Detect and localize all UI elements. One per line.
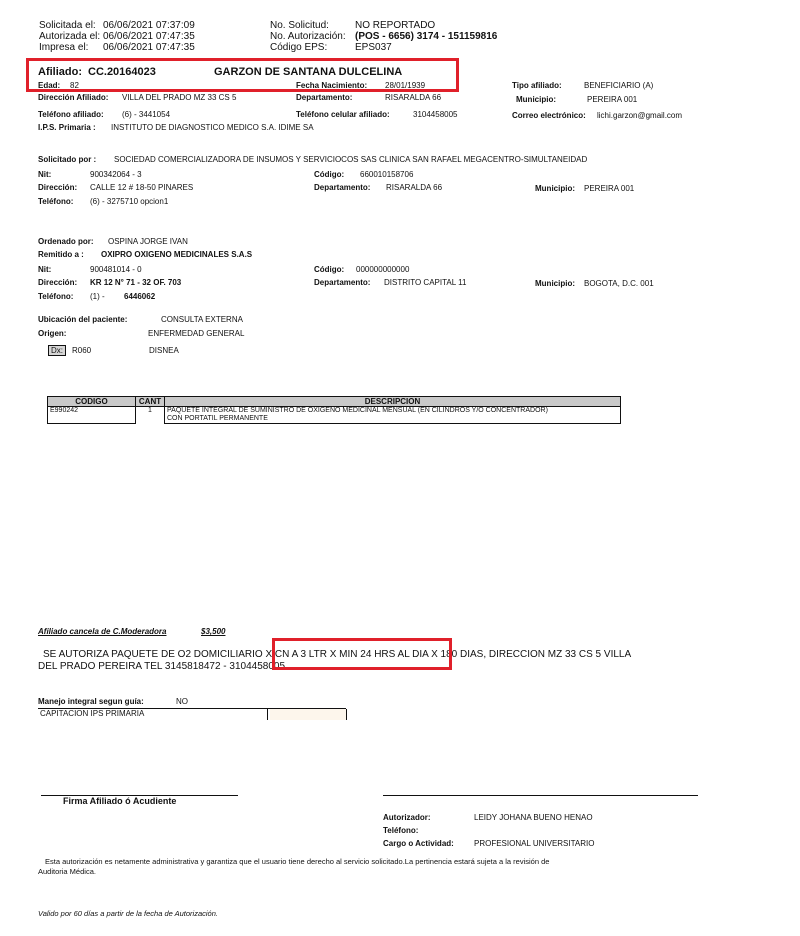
procedures-header-row (48, 397, 621, 407)
header-descripcion: DESCRIPCION (165, 397, 621, 407)
cuota-label: Afiliado cancela de C.Moderadora (38, 627, 167, 636)
nota-line-2: Auditoria Médica. (38, 867, 96, 876)
solicitante-direccion-value: CALLE 12 # 18-50 PINARES (90, 183, 194, 192)
origen-value: ENFERMEDAD GENERAL (148, 329, 245, 338)
codigo-eps-label: Código EPS: (270, 42, 328, 53)
solicitante-nit-label: Nit: (38, 170, 52, 179)
fecha-nacimiento-label: Fecha Nacimiento: (296, 81, 368, 90)
origen-label: Origen: (38, 329, 67, 338)
solicitante-departamento-value: RISARALDA 66 (386, 183, 443, 192)
afiliado-id-value: CC.20164023 (88, 66, 156, 78)
telefono-afiliado-value: (6) - 3441054 (122, 110, 171, 119)
celular-afiliado-label: Teléfono celular afiliado: (296, 110, 390, 119)
autorizada-value: 06/06/2021 07:47:35 (103, 31, 195, 42)
remitido-codigo-label: Código: (314, 265, 345, 274)
no-solicitud-value: NO REPORTADO (355, 20, 436, 31)
autorizador-label: Autorizador: (383, 813, 431, 822)
manejo-label: Manejo integral segun guía: (38, 697, 144, 706)
row-descripcion (165, 407, 621, 424)
remitido-nit-label: Nit: (38, 265, 52, 274)
fecha-nacimiento-value: 28/01/1939 (385, 81, 426, 90)
row-descripcion-line-2: CON PORTATIL PERMANENTE (167, 415, 268, 422)
ordenado-por-label: Ordenado por: (38, 237, 94, 246)
remitido-telefono-prefix: (1) - (90, 292, 105, 301)
highlight-observacion-box (272, 638, 452, 670)
remitido-value: OXIPRO OXIGENO MEDICINALES S.A.S (101, 250, 253, 259)
solicitante-municipio-label: Municipio: (535, 184, 575, 193)
ubicacion-value: CONSULTA EXTERNA (161, 315, 243, 324)
telefono-afiliado-label: Teléfono afiliado: (38, 110, 104, 119)
dx-code: R060 (72, 346, 92, 355)
tipo-afiliado-value: BENEFICIARIO (A) (584, 81, 654, 90)
firma-label: Firma Afiliado ó Acudiente (63, 796, 177, 806)
correo-value: lichi.garzon@gmail.com (597, 111, 683, 120)
remitido-nit-value: 900481014 - 0 (90, 265, 142, 274)
autorizador-telefono-label: Teléfono: (383, 826, 419, 835)
remitido-codigo-value: 000000000000 (356, 265, 410, 274)
remitido-departamento-label: Departamento: (314, 278, 371, 287)
manejo-value: NO (176, 697, 188, 706)
dx-label: Dx: (48, 345, 66, 356)
remitido-municipio-label: Municipio: (535, 279, 575, 288)
solicitante-telefono-value: (6) - 3275710 opcion1 (90, 197, 169, 206)
autorizada-label: Autorizada el: (39, 31, 101, 42)
departamento-afiliado-value: RISARALDA 66 (385, 93, 442, 102)
header-cant: CANT (136, 397, 165, 407)
solicitado-por-value: SOCIEDAD COMERCIALIZADORA DE INSUMOS Y SERVICIOCOS SAS CLINICA SAN RAFAEL MEGACENTRO-SIMULTANEIDAD (114, 155, 588, 164)
solicitante-municipio-value: PEREIRA 001 (584, 184, 635, 193)
remitido-direccion-value: KR 12 N° 71 - 32 OF. 703 (90, 278, 182, 287)
codigo-eps-value: EPS037 (355, 42, 392, 53)
remitido-label: Remitido a : (38, 250, 84, 259)
solicitante-nit-value: 900342064 - 3 (90, 170, 142, 179)
nota-line-1: Esta autorización es netamente administrativa y garantiza que el usuario tiene derecho al servicio solicitado.La pertinencia estará sujeta a la revisión de (45, 857, 550, 866)
no-autorizacion-label: No. Autorización: (270, 31, 346, 42)
row-cant: 1 (136, 407, 165, 424)
solicitada-label: Solicitada el: (39, 20, 96, 31)
manejo-divider-2 (346, 709, 347, 720)
autorizador-value: LEIDY JOHANA BUENO HENAO (474, 813, 593, 822)
manejo-tinted-cell (270, 709, 346, 720)
municipio-afiliado-value: PEREIRA 001 (587, 95, 638, 104)
capitacion-label: CAPITACION IPS PRIMARIA (40, 709, 145, 718)
row-codigo: E990242 (48, 407, 136, 424)
impresa-label: Impresa el: (39, 42, 89, 53)
remitido-telefono-value: 6446062 (124, 292, 156, 301)
header-codigo: CODIGO (48, 397, 136, 407)
cuota-value: $3,500 (201, 627, 226, 636)
solicitante-codigo-label: Código: (314, 170, 345, 179)
departamento-afiliado-label: Departamento: (296, 93, 353, 102)
afiliado-id-label: Afiliado: (38, 66, 82, 78)
impresa-value: 06/06/2021 07:47:35 (103, 42, 195, 53)
solicitada-value: 06/06/2021 07:37:09 (103, 20, 195, 31)
highlight-afiliado-box (26, 58, 459, 92)
table-row (48, 407, 621, 424)
remitido-direccion-label: Dirección: (38, 278, 78, 287)
manejo-divider-1 (267, 709, 268, 720)
direccion-afiliado-label: Dirección Afiliado: (38, 93, 109, 102)
no-autorizacion-value: (POS - 6656) 3174 - 151159816 (355, 31, 498, 42)
cargo-label: Cargo o Actividad: (383, 839, 454, 848)
remitido-telefono-label: Teléfono: (38, 292, 74, 301)
cargo-value: PROFESIONAL UNIVERSITARIO (474, 839, 595, 848)
remitido-municipio-value: BOGOTA, D.C. 001 (584, 279, 654, 288)
validez-note: Valido por 60 días a partir de la fecha de Autorización. (38, 909, 218, 918)
direccion-afiliado-value: VILLA DEL PRADO MZ 33 CS 5 (122, 93, 237, 102)
correo-label: Correo electrónico: (512, 111, 586, 120)
row-descripcion-line-1: PAQUETE INTEGRAL DE SUMINISTRO DE OXIGENO MEDICINAL MENSUAL (EN CILINDROS Y/O CONCENTRADOR) (167, 407, 548, 414)
ubicacion-label: Ubicación del paciente: (38, 315, 128, 324)
solicitante-departamento-label: Departamento: (314, 183, 371, 192)
edad-label: Edad: (38, 81, 61, 90)
autorizador-line (383, 795, 698, 796)
tipo-afiliado-label: Tipo afiliado: (512, 81, 562, 90)
celular-afiliado-value: 3104458005 (413, 110, 458, 119)
observacion-line-2: DEL PRADO PEREIRA TEL 3145818472 - 3104458005 (38, 661, 286, 672)
no-solicitud-label: No. Solicitud: (270, 20, 329, 31)
afiliado-name: GARZON DE SANTANA DULCELINA (214, 66, 403, 78)
ordenado-por-value: OSPINA JORGE IVAN (108, 237, 188, 246)
remitido-departamento-value: DISTRITO CAPITAL 11 (384, 278, 467, 287)
ips-primaria-value: INSTITUTO DE DIAGNOSTICO MEDICO S.A. IDIME SA (111, 123, 314, 132)
edad-value: 82 (70, 81, 79, 90)
solicitante-codigo-value: 660010158706 (360, 170, 414, 179)
municipio-afiliado-label: Municipio: (516, 95, 556, 104)
dx-description: DISNEA (149, 346, 179, 355)
solicitante-direccion-label: Dirección: (38, 183, 78, 192)
observacion-line-1: SE AUTORIZA PAQUETE DE O2 DOMICILIARIO X CN A 3 LTR X MIN 24 HRS AL DIA X 180 DIAS, DIRECCION MZ 33 CS 5 VILLA (43, 649, 632, 660)
solicitante-telefono-label: Teléfono: (38, 197, 74, 206)
solicitado-por-label: Solicitado por : (38, 155, 97, 164)
ips-primaria-label: I.P.S. Primaria : (38, 123, 96, 132)
procedures-table (47, 396, 621, 424)
